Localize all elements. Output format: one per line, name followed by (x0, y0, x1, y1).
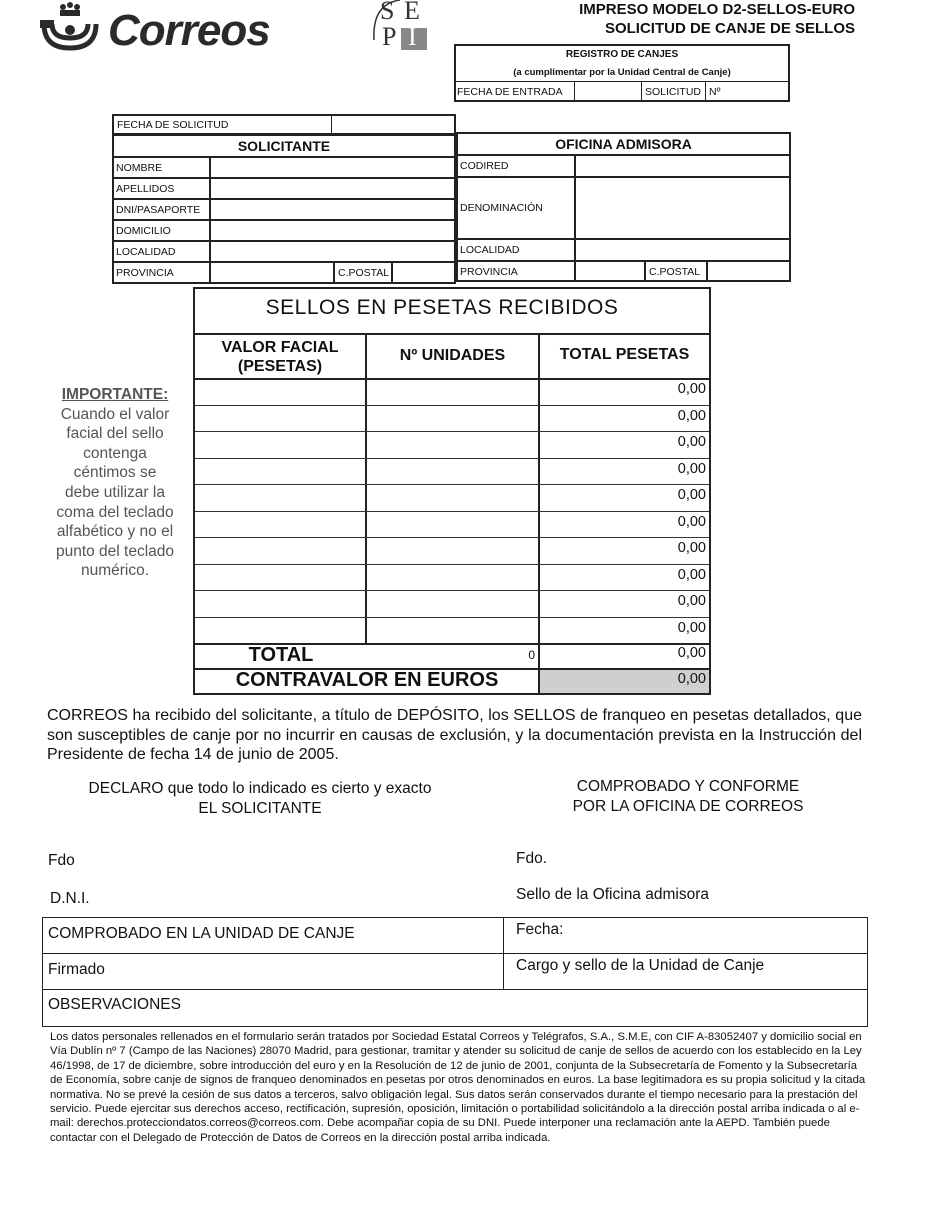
total-pesetas-cell: 0,00 (677, 566, 706, 583)
col-header-valor (195, 338, 365, 376)
declaracion-line1: DECLARO que todo lo indicado es cierto y exacto (88, 780, 432, 797)
sepi-letter: E (404, 0, 420, 25)
fecha-solicitud-label: FECHA DE SOLICITUD (112, 114, 332, 134)
unidades-cell[interactable] (367, 620, 537, 643)
deposito-paragraph: CORREOS ha recibido del solicitante, a título de DEPÓSITO, los SELLOS de franqueo en pesetas detallados, que son susceptibles de canje por no incurrir en causas de exclusión, y la documentación prevista en la Instrucción del Presidente de fecha 14 de junio de 2005. (47, 707, 862, 763)
denominacion-label: DENOMINACIÓN (456, 177, 575, 239)
sepi-letter: I (408, 22, 417, 51)
total-pesetas-cell: 0,00 (677, 513, 706, 530)
row-divider (195, 537, 709, 538)
oficina-localidad-field[interactable] (575, 239, 791, 261)
unidades-cell[interactable] (367, 567, 537, 590)
total-pesetas-cell: 0,00 (677, 619, 706, 636)
sello-oficina-label: Sello de la Oficina admisora (516, 886, 709, 903)
provincia-label: PROVINCIA (112, 262, 210, 284)
cpostal-field[interactable] (392, 262, 456, 284)
unidades-cell[interactable] (367, 540, 537, 563)
divider (42, 989, 868, 990)
divider (503, 917, 504, 989)
row-divider (195, 511, 709, 512)
note-line: contenga (83, 444, 147, 462)
row-divider (195, 484, 709, 485)
apellidos-label: APELLIDOS (112, 178, 210, 199)
divider (42, 953, 868, 954)
domicilio-field[interactable] (210, 220, 456, 241)
total-pesetas-cell: 0,00 (677, 381, 706, 397)
fecha-solicitud-field[interactable] (332, 114, 456, 134)
total-pesetas: 0,00 (677, 645, 706, 661)
row-divider (195, 405, 709, 406)
row-divider (195, 458, 709, 459)
unidades-cell[interactable] (367, 408, 537, 431)
cargo-sello-label[interactable]: Cargo y sello de la Unidad de Canje (516, 957, 765, 974)
nombre-label: NOMBRE (112, 157, 210, 178)
col-header-unidades: Nº UNIDADES (399, 347, 506, 364)
total-label: TOTAL (248, 644, 314, 666)
total-pesetas-cell: 0,00 (677, 593, 706, 609)
valor-facial-cell[interactable] (196, 381, 364, 404)
fecha-label[interactable]: Fecha: (516, 921, 564, 938)
codired-label: CODIRED (456, 155, 575, 177)
note-line: punto del teclado (55, 542, 175, 560)
firmado-label[interactable]: Firmado (48, 961, 105, 978)
col-header-total: TOTAL PESETAS (559, 346, 690, 363)
declaracion-line2: EL SOLICITANTE (198, 800, 322, 817)
contravalor-value: 0,00 (677, 671, 706, 687)
note-line: facial del sello (66, 425, 164, 443)
unidades-cell[interactable] (367, 381, 537, 404)
note-line: coma del teclado (56, 503, 174, 521)
sellos-title: SELLOS EN PESETAS RECIBIDOS (265, 296, 619, 319)
solicitud-label: SOLICITUD (642, 81, 706, 102)
dni-pasaporte-label: DNI/PASAPORTE (112, 199, 210, 220)
localidad-label: LOCALIDAD (112, 241, 210, 262)
fdo-solicitante-label: Fdo (48, 852, 75, 869)
valor-facial-cell[interactable] (196, 620, 364, 643)
importante-title: IMPORTANTE: (61, 386, 169, 403)
unidades-cell[interactable] (367, 593, 537, 616)
valor-facial-cell[interactable] (196, 487, 364, 510)
codired-field[interactable] (575, 155, 791, 177)
oficina-cpostal-field[interactable] (707, 261, 791, 282)
oficina-cpostal-label: C.POSTAL (645, 261, 707, 282)
form-main-title: SOLICITUD DE CANJE DE SELLOS (604, 20, 855, 37)
comprobado-unidad-label: COMPROBADO EN LA UNIDAD DE CANJE (48, 925, 355, 942)
privacy-notice: Los datos personales rellenados en el formulario serán tratados por Sociedad Estatal Correos y Telégrafos, S.A., S.M.E, con CIF A-83052407 y domicilio social en Vía Dublín nº 7 (Campo de las Naciones) 28070 Madrid, para gestionar, tramitar y atender su solicitud de canje de sellos de acuerdo con los establecido en la Ley 46/1998, de 17 de diciembre, sobre introducción del euro y en la Resolución de 12 de junio de 2001, conjunta de la Subsecretaría de Fomento y la Subsecretaría de Economía, sobre canje de signos de franqueo denominados en pesetas por otros denominados en euros. La base legitimadora es su propia solicitud y la citada normativa. No se prevé la cesión de sus datos a terceros, salvo obligación legal. Sus datos serán conservados durante el tiempo necesario para la prestación del servicio. Puede ejercitar sus derechos acceso, rectificación, supresión, oposición, limitación o portabilidad solicitándolo a la dirección postal arriba indicada o al e-mail: derechos.protecciondatos.correos@correos.com. Debe acompañar copia de su DNI. Puede interponer una reclamación ante la AEPD. También puede contactar con el Delegado de Protección de Datos de Correos en la dirección postal arriba indicada. (50, 1031, 866, 1144)
post-horn-icon (38, 2, 102, 54)
row-divider (195, 617, 709, 618)
total-unidades: 0 (528, 648, 535, 662)
nombre-field[interactable] (210, 157, 456, 178)
unidades-cell[interactable] (367, 461, 537, 484)
valor-facial-cell[interactable] (196, 434, 364, 457)
sepi-letter: S (380, 0, 395, 25)
divider (193, 333, 711, 335)
dni-label: D.N.I. (50, 890, 90, 907)
total-pesetas-cell: 0,00 (677, 407, 706, 424)
divider (193, 378, 711, 380)
numero-solicitud-field[interactable] (706, 81, 790, 102)
col-header-valor-line2: (PESETAS) (237, 358, 323, 375)
oficina-provincia-field[interactable] (575, 261, 645, 282)
unidades-cell[interactable] (367, 487, 537, 510)
unidades-cell[interactable] (367, 514, 537, 537)
unidades-cell[interactable] (367, 434, 537, 457)
valor-facial-cell[interactable] (196, 514, 364, 537)
domicilio-label: DOMICILIO (112, 220, 210, 241)
total-pesetas-cell: 0,00 (677, 540, 706, 556)
solicitante-title: SOLICITANTE (237, 138, 331, 154)
note-line: numérico. (80, 562, 150, 580)
registro-title: REGISTRO DE CANJES (565, 49, 679, 60)
registro-subtitle: (a cumplimentar por la Unidad Central de Canje) (513, 67, 731, 78)
note-line: alfabético y no el (56, 523, 174, 541)
importante-note (40, 385, 190, 581)
valor-facial-cell[interactable] (196, 461, 364, 484)
denominacion-field[interactable] (575, 177, 791, 239)
fecha-entrada-field[interactable] (574, 81, 642, 102)
col-header-valor-line1: VALOR FACIAL (221, 339, 339, 356)
fdo-oficina-label: Fdo. (516, 850, 548, 867)
total-pesetas-cell: 0,00 (677, 460, 706, 477)
valor-facial-cell[interactable] (196, 567, 364, 590)
sepi-logo (372, 0, 430, 52)
valor-facial-cell[interactable] (196, 540, 364, 563)
fecha-entrada-label: FECHA DE ENTRADA (454, 81, 574, 102)
localidad-field[interactable] (210, 241, 456, 262)
observaciones-label[interactable]: OBSERVACIONES (48, 996, 181, 1013)
form-model-title: IMPRESO MODELO D2-SELLOS-EURO (579, 1, 855, 18)
row-divider (195, 590, 709, 591)
provincia-field[interactable] (210, 262, 334, 284)
note-line: céntimos se (73, 464, 157, 482)
contravalor-label: CONTRAVALOR EN EUROS (235, 669, 499, 691)
row-divider (195, 431, 709, 432)
note-line: Cuando el valor (60, 405, 170, 423)
total-pesetas-cell: 0,00 (677, 487, 706, 503)
dni-pasaporte-field[interactable] (210, 199, 456, 220)
oficina-localidad-label: LOCALIDAD (456, 239, 575, 261)
comprobado-line1: COMPROBADO Y CONFORME (576, 778, 800, 795)
logo-text: Correos (108, 6, 270, 55)
total-pesetas-cell: 0,00 (677, 434, 706, 450)
valor-facial-cell[interactable] (196, 408, 364, 431)
row-divider (195, 564, 709, 565)
sepi-letter: P (382, 22, 397, 51)
oficina-admisora-title: OFICINA ADMISORA (555, 136, 692, 152)
comprobado-line2: POR LA OFICINA DE CORREOS (572, 798, 804, 815)
cpostal-label: C.POSTAL (334, 262, 392, 284)
apellidos-field[interactable] (210, 178, 456, 199)
valor-facial-cell[interactable] (196, 593, 364, 616)
note-line: debe utilizar la (65, 483, 165, 501)
numero-label: Nº (709, 86, 721, 98)
oficina-provincia-label: PROVINCIA (456, 261, 575, 282)
